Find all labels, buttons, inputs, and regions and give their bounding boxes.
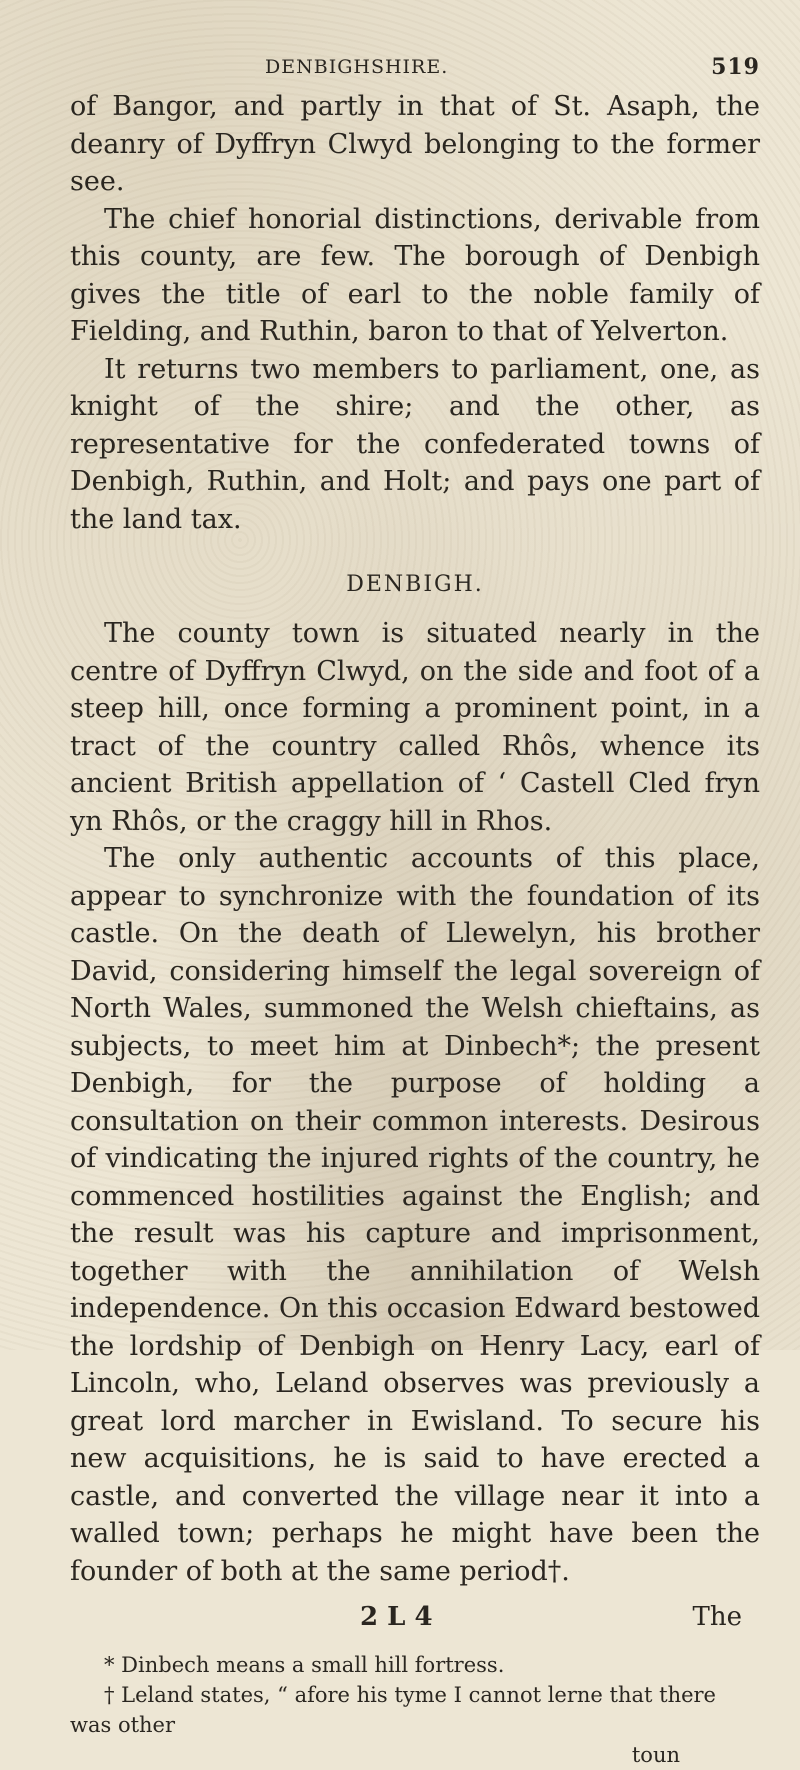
signature-mark: 2 L 4 xyxy=(360,1602,433,1632)
paragraph-honorial: The chief honorial distinctions, derivable from this county, are few. The borough of Denbigh gives the title of earl to the noble family of Fielding, and Ruthin, baron to that of Yelverton. xyxy=(70,203,760,347)
running-head xyxy=(70,48,760,88)
paragraph-history: The only authentic accounts of this place, appear to synchronize with the foundation of its castle. On the death of Llewelyn, his brother David, considering himself the legal sovereign of North Wales, summoned the Welsh chieftains, as subjects, to meet him at Dinbech*; the present Denbigh, for the purpose of holding a consultation on their common interests. Desirous of vindicating the injured rights of the country, he commenced hostilities against the English; and the result was his capture and imprisonment, together with the annihilation of Welsh independence. On this occasion Edward bestowed the lordship of Denbigh on Henry Lacy, earl of Lincoln, who, Leland observes was previously a great lord marcher in Ewisland. To secure his new acquisitions, he is said to have erected a castle, and converted the village near it into a walled town; perhaps he might have been the founder of both at the same period†. xyxy=(70,843,760,1587)
paragraph-parliament: It returns two members to parliament, one, as knight of the shire; and the other, as representative for the confederated towns of Denbigh, Ruthin, and Holt; and pays one part of the land tax. xyxy=(70,353,760,535)
footnote: † Leland states, “ afore his tyme I cannot lerne that there was other xyxy=(70,1683,716,1737)
paragraph-continued: of Bangor, and partly in that of St. Asaph, the deanry of Dyffryn Clwyd belonging to the former see. xyxy=(70,91,760,197)
running-title: DENBIGHSHIRE. xyxy=(265,56,449,78)
footnotes xyxy=(70,1650,760,1770)
catchline xyxy=(70,1596,760,1640)
paragraph-county-town: The county town is situated nearly in the centre of Dyffryn Clwyd, on the side and foot of a steep hill, once forming a prominent point, in a tract of the country called Rhôs, whence its ancient British appellation of ‘ Castell Cled fryn yn Rhôs, or the craggy hill in Rhos. xyxy=(70,618,760,837)
page-number: 519 xyxy=(711,54,760,80)
catchword: The xyxy=(692,1602,742,1632)
footnote: * Dinbech means a small hill fortress. xyxy=(104,1653,505,1677)
footnote-catchword: toun xyxy=(631,1743,680,1767)
section-heading: DENBIGH. xyxy=(346,572,484,597)
book-page xyxy=(70,48,760,1770)
